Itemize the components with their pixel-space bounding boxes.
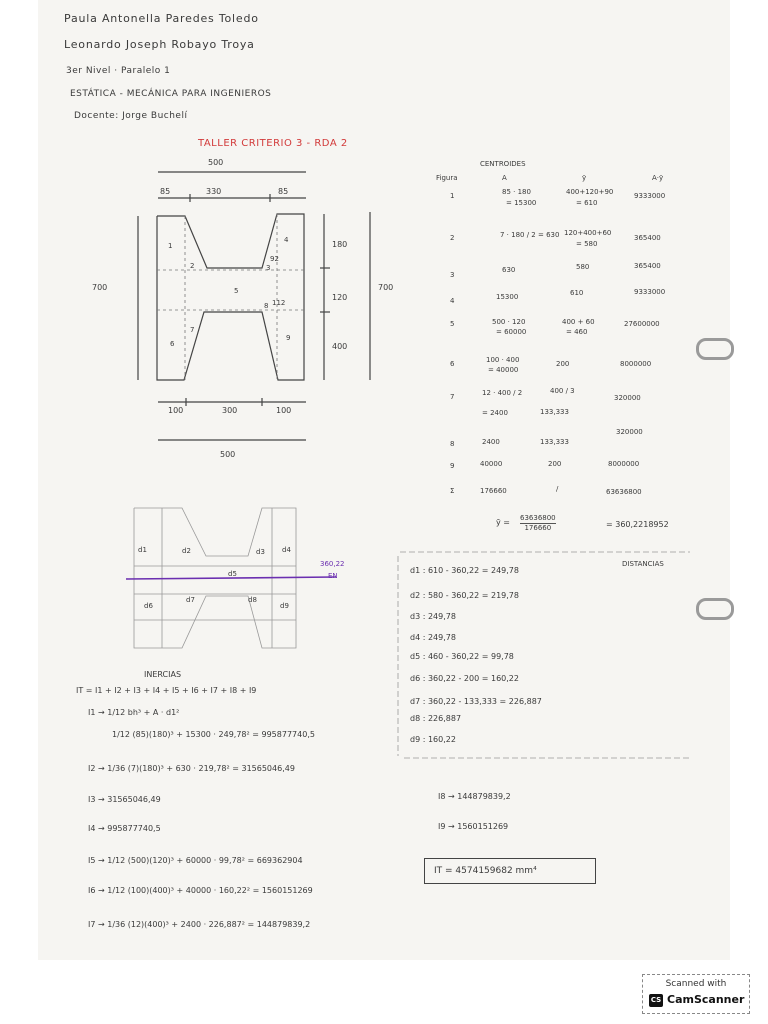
region-5: 5 [234,287,239,295]
region-1: 1 [168,242,173,250]
dim-bottom-width: 500 [220,450,236,459]
table-cell: 610 [570,289,584,297]
table-cell: 400+120+90 [566,188,614,196]
table-cell: 320000 [614,394,641,402]
table-cell: = 580 [576,240,598,248]
page-title: TALLER CRITERIO 3 - RDA 2 [198,138,348,149]
dim-left-height: 700 [92,283,108,292]
distance-d5: d5 : 460 - 360,22 = 99,78 [410,652,514,661]
table-cell: = 610 [576,199,598,207]
dim-top-part-3: 85 [278,187,289,196]
level-line: 3er Nivel · Paralelo 1 [66,66,171,76]
table-cell: = 40000 [488,366,519,374]
distances-title: DISTANCIAS [622,560,664,568]
table-row: 6 [450,360,455,368]
table-cell: = 15300 [506,199,537,207]
distance-d2: d2 : 580 - 360,22 = 219,78 [410,591,519,600]
centroid-caption: CENTROIDES [480,160,526,168]
ybar-value: = 360,2218952 [606,520,669,529]
table-cell: 2400 [482,438,500,446]
inertia-i4: I4 → 995877740,5 [88,824,161,833]
dim-bottom-part-2: 300 [222,406,238,415]
dim-top-part-2: 330 [206,187,222,196]
table-cell: 27600000 [624,320,660,328]
distance-d3: d3 : 249,78 [410,612,456,621]
table-row: 2 [450,234,455,242]
camscanner-name: CamScanner [667,993,745,1006]
ybar-label: ȳ = [496,518,510,527]
camscanner-logo-icon: CS [649,994,663,1007]
table-row: Σ [450,487,455,495]
neutral-axis-tag: EN [328,572,338,580]
table-row: 3 [450,271,455,279]
inertia-sum: IT = I1 + I2 + I3 + I4 + I5 + I6 + I7 + I8 + I9 [76,686,257,695]
distance-d7: d7 : 360,22 - 133,333 = 226,887 [410,697,542,706]
table-cell: 9333000 [634,288,666,296]
table-cell: 400 + 60 [562,318,595,326]
camscanner-badge [642,974,750,1014]
table-cell: 9333000 [634,192,666,200]
distance-d6: d6 : 360,22 - 200 = 160,22 [410,674,519,683]
region-2: 2 [190,262,195,270]
table-cell: 12 · 400 / 2 [482,389,523,397]
table-cell: 7 · 180 / 2 = 630 [500,231,560,239]
dim-right-part-3: 400 [332,342,348,351]
region-7: 7 [190,326,195,334]
sketch-d4: d4 [282,546,291,554]
table-cell: = 2400 [482,409,508,417]
table-cell: 200 [548,460,562,468]
inertia-i6: I6 → 1/12 (100)(400)³ + 40000 · 160,22² = 1560151269 [88,886,313,895]
table-cell: 320000 [616,428,643,436]
col-figura: Figura [436,174,458,182]
total-inertia: IT = 4574159682 mm⁴ [434,866,537,876]
dim-right-part-2: 120 [332,293,348,302]
course-line: ESTÁTICA - MECÁNICA PARA INGENIEROS [70,89,272,99]
region-8: 8 [264,302,269,310]
sketch-d5: d5 [228,570,237,578]
table-cell: 365400 [634,234,661,242]
inertia-i7: I7 → 1/36 (12)(400)³ + 2400 · 226,887² = 144879839,2 [88,920,311,929]
sketch-d9: d9 [280,602,289,610]
table-cell: 63636800 [606,488,642,496]
student-name-2: Leonardo Joseph Robayo Troya [64,38,255,51]
student-name-1: Paula Antonella Paredes Toledo [64,12,259,25]
dim-bottom-part-3: 100 [276,406,292,415]
sketch-d7: d7 [186,596,195,604]
inertia-i1-formula: I1 → 1/12 bh³ + A · d1² [88,708,180,717]
inertia-i2: I2 → 1/36 (7)(180)³ + 630 · 219,78² = 31565046,49 [88,764,295,773]
ybar-denominator: 176660 [524,524,552,532]
table-cell: 400 / 3 [550,387,575,395]
col-area: A [502,174,507,182]
distance-d1: d1 : 610 - 360,22 = 249,78 [410,566,519,575]
inertia-i9: I9 → 1560151269 [438,822,509,831]
table-cell: 85 · 180 [502,188,531,196]
table-row: 4 [450,297,455,305]
table-cell: 500 · 120 [492,318,526,326]
table-cell: 133,333 [540,408,569,416]
table-cell: 100 · 400 [486,356,520,364]
dim-right-part-1: 180 [332,240,348,249]
dim-top-part-1: 85 [160,187,171,196]
table-cell: 15300 [496,293,519,301]
inertia-i3: I3 → 31565046,49 [88,795,161,804]
col-y: ȳ [582,174,587,182]
table-cell: 580 [576,263,590,271]
dim-top-width: 500 [208,158,224,167]
scanned-with-text: Scanned with [665,979,727,989]
inner-label-92: 92 [270,255,279,263]
table-row: 5 [450,320,455,328]
table-cell: 120+400+60 [564,229,612,237]
sketch-d2: d2 [182,547,191,555]
table-row: 8 [450,440,455,448]
table-cell: 8000000 [608,460,640,468]
region-3: 3 [266,264,271,272]
col-ay: A·ȳ [652,174,664,182]
table-cell: 365400 [634,262,661,270]
distance-d4: d4 : 249,78 [410,633,456,642]
inertia-i1-calc: 1/12 (85)(180)³ + 15300 · 249,78² = 995877740,5 [112,730,315,739]
table-row: 7 [450,393,455,401]
table-cell: 176660 [480,487,507,495]
table-cell: / [556,485,559,493]
inertias-title: INERCIAS [144,670,182,679]
distance-d8: d8 : 226,887 [410,714,462,723]
region-4: 4 [284,236,289,244]
table-cell: = 460 [566,328,588,336]
region-6: 6 [170,340,175,348]
table-cell: = 60000 [496,328,527,336]
teacher-line: Docente: Jorge Buchelí [74,111,188,121]
inertia-i8: I8 → 144879839,2 [438,792,511,801]
table-cell: 630 [502,266,516,274]
sketch-d8: d8 [248,596,257,604]
ybar-numerator: 63636800 [520,514,556,522]
inertia-i5: I5 → 1/12 (500)(120)³ + 60000 · 99,78² = 669362904 [88,856,303,865]
table-cell: 8000000 [620,360,652,368]
sketch-d1: d1 [138,546,147,554]
sketch-d3: d3 [256,548,265,556]
table-cell: 133,333 [540,438,569,446]
table-cell: 200 [556,360,570,368]
table-cell: 40000 [480,460,503,468]
neutral-axis-value: 360,22 [320,560,345,568]
table-row: 1 [450,192,455,200]
dim-right-height: 700 [378,283,394,292]
region-9: 9 [286,334,291,342]
sketch-d6: d6 [144,602,153,610]
dim-bottom-part-1: 100 [168,406,184,415]
distance-d9: d9 : 160,22 [410,735,456,744]
table-row: 9 [450,462,455,470]
inner-label-112: 112 [272,299,286,307]
